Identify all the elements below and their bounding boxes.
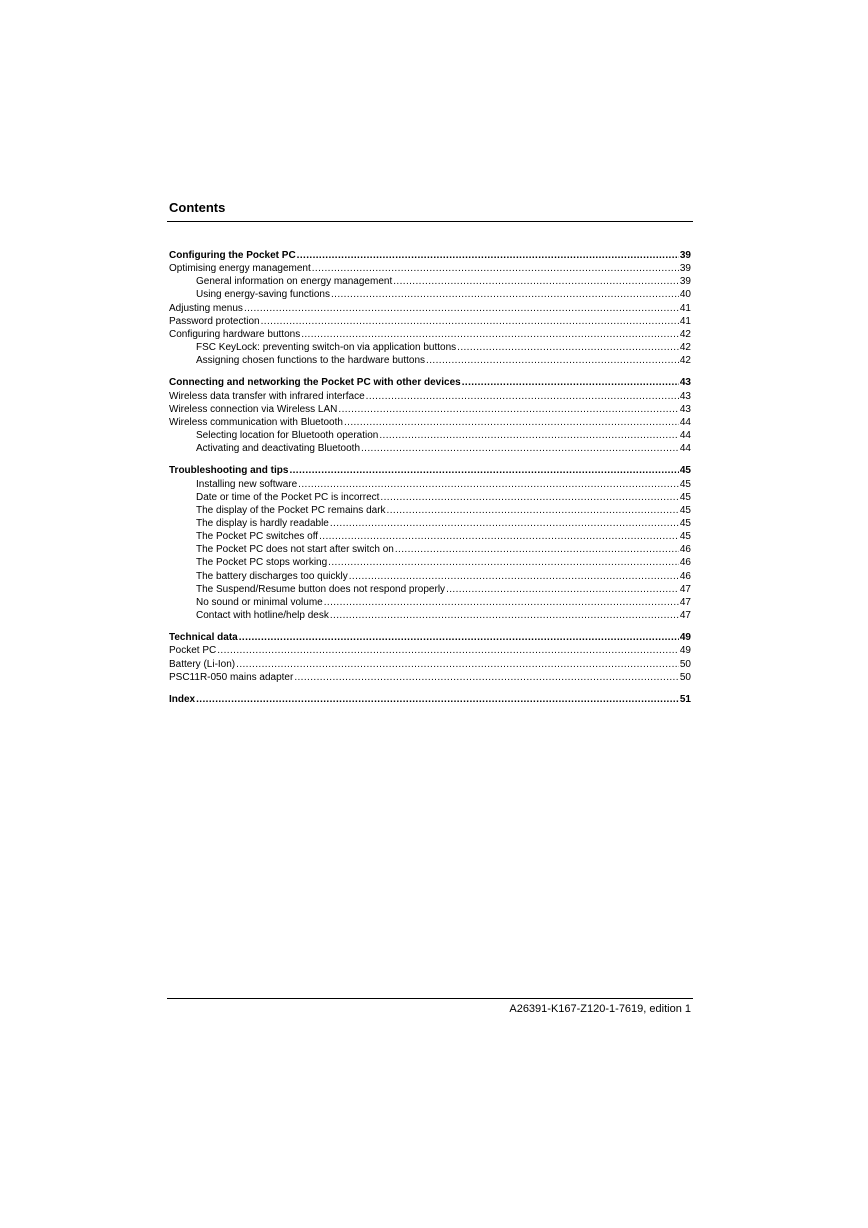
toc-entry-page: 41 <box>679 315 691 327</box>
toc-entry-page: 45 <box>679 504 691 516</box>
toc-entry-page: 42 <box>679 342 691 354</box>
toc-entry[interactable] <box>169 491 691 504</box>
toc-entry-page: 43 <box>679 377 691 389</box>
toc-entry-page: 45 <box>679 465 691 477</box>
dot-leader <box>380 491 678 504</box>
footer-rule <box>167 998 693 999</box>
toc-entry[interactable] <box>169 556 691 569</box>
toc-entry-page: 43 <box>679 403 691 415</box>
toc-entry-title: Date or time of the Pocket PC is incorrect <box>196 491 380 503</box>
toc-entry-page: 51 <box>679 693 691 705</box>
dot-leader <box>289 464 678 477</box>
toc-entry-title: The Pocket PC switches off <box>196 531 319 543</box>
toc-entry[interactable] <box>169 262 691 275</box>
dot-leader <box>446 583 679 596</box>
toc-entry[interactable] <box>169 596 691 609</box>
toc-entry-page: 50 <box>679 671 691 683</box>
dot-leader <box>426 354 679 367</box>
dot-leader <box>338 403 678 416</box>
toc-entry[interactable] <box>169 504 691 517</box>
toc-entry-page: 40 <box>679 289 691 301</box>
dot-leader <box>393 275 679 288</box>
toc-entry-title: Pocket PC <box>169 645 217 657</box>
dot-leader <box>244 302 679 315</box>
toc-entry-page: 47 <box>679 610 691 622</box>
toc-entry[interactable] <box>169 583 691 596</box>
toc-entry[interactable] <box>169 403 691 416</box>
toc-entry-page: 46 <box>679 544 691 556</box>
dot-leader <box>261 315 679 328</box>
toc-entry-page: 44 <box>679 443 691 455</box>
dot-leader <box>217 644 679 657</box>
toc-entry-page: 39 <box>679 263 691 275</box>
toc-entry-title: Configuring hardware buttons <box>169 328 301 340</box>
dot-leader <box>387 504 679 517</box>
toc-entry[interactable] <box>169 416 691 429</box>
toc-section <box>169 693 691 706</box>
toc-entry-title: The battery discharges too quickly <box>196 570 348 582</box>
toc-entry-page: 44 <box>679 416 691 428</box>
toc-entry-page: 47 <box>679 596 691 608</box>
toc-entry-page: 46 <box>679 557 691 569</box>
toc-entry-title: Wireless communication with Bluetooth <box>169 416 343 428</box>
toc-entry-title: The Suspend/Resume button does not respond properly <box>196 583 446 595</box>
toc-section <box>169 631 691 684</box>
toc-chapter-entry[interactable] <box>169 693 691 706</box>
dot-leader <box>457 341 679 354</box>
toc-entry-title: Using energy-saving functions <box>196 289 330 301</box>
footer-doc-id: A26391-K167-Z120-1-7619, edition 1 <box>509 1003 691 1015</box>
toc-entry[interactable] <box>169 570 691 583</box>
toc-entry[interactable] <box>169 530 691 543</box>
toc-entry[interactable] <box>169 315 691 328</box>
toc-entry[interactable] <box>169 390 691 403</box>
toc-entry-page: 39 <box>679 276 691 288</box>
toc-entry-title: Activating and deactivating Bluetooth <box>196 443 360 455</box>
dot-leader <box>312 262 679 275</box>
toc-chapter-entry[interactable] <box>169 631 691 644</box>
toc-section <box>169 249 691 367</box>
dot-leader <box>298 478 679 491</box>
dot-leader <box>324 596 679 609</box>
dot-leader <box>349 570 679 583</box>
dot-leader <box>361 442 679 455</box>
toc-chapter-entry[interactable] <box>169 464 691 477</box>
dot-leader <box>301 328 679 341</box>
toc-entry-title: The Pocket PC stops working <box>196 557 328 569</box>
toc-entry-title: Optimising energy management <box>169 263 311 275</box>
toc-entry-page: 42 <box>679 355 691 367</box>
dot-leader <box>236 658 679 671</box>
toc-entry-page: 43 <box>679 390 691 402</box>
toc-entry-page: 45 <box>679 478 691 490</box>
toc-entry[interactable] <box>169 658 691 671</box>
dot-leader <box>328 556 679 569</box>
toc-entry[interactable] <box>169 354 691 367</box>
toc-entry-page: 42 <box>679 328 691 340</box>
toc-chapter-entry[interactable] <box>169 376 691 389</box>
toc-entry-page: 41 <box>679 302 691 314</box>
toc-entry-page: 45 <box>679 491 691 503</box>
dot-leader <box>196 693 679 706</box>
toc-entry[interactable] <box>169 609 691 622</box>
dot-leader <box>294 671 679 684</box>
title-rule <box>167 221 693 222</box>
toc-entry[interactable] <box>169 543 691 556</box>
toc-entry-page: 50 <box>679 658 691 670</box>
toc-entry[interactable] <box>169 644 691 657</box>
toc-entry[interactable] <box>169 671 691 684</box>
toc-section <box>169 376 691 455</box>
toc-section <box>169 464 691 622</box>
toc-entry-title: The display is hardly readable <box>196 517 329 529</box>
toc-entry-title: Wireless data transfer with infrared interface <box>169 390 365 402</box>
dot-leader <box>239 631 679 644</box>
toc-entry[interactable] <box>169 442 691 455</box>
toc-entry-title: Installing new software <box>196 478 298 490</box>
toc-entry[interactable] <box>169 517 691 530</box>
toc-entry-title: Troubleshooting and tips <box>169 465 289 477</box>
toc-entry-title: Battery (Li-Ion) <box>169 658 236 670</box>
toc-entry[interactable] <box>169 341 691 354</box>
toc-entry-title: Adjusting menus <box>169 302 243 314</box>
toc-entry-page: 46 <box>679 570 691 582</box>
dot-leader <box>344 416 679 429</box>
toc-entry[interactable] <box>169 429 691 442</box>
toc-entry-title: Password protection <box>169 315 260 327</box>
toc-entry-title: Connecting and networking the Pocket PC with other devices <box>169 377 461 389</box>
toc-entry-page: 39 <box>679 250 691 261</box>
toc-entry-title: Assigning chosen functions to the hardware buttons <box>196 355 426 367</box>
dot-leader <box>297 249 679 262</box>
toc-entry[interactable] <box>169 275 691 288</box>
toc-entry-page: 45 <box>679 531 691 543</box>
toc-entry[interactable] <box>169 478 691 491</box>
toc-entry-title: FSC KeyLock: preventing switch-on via application buttons <box>196 342 457 354</box>
page-title: Contents <box>169 200 226 215</box>
toc-entry-title: Selecting location for Bluetooth operation <box>196 430 379 442</box>
dot-leader <box>379 429 679 442</box>
toc-entry-title: The display of the Pocket PC remains dark <box>196 504 386 516</box>
toc-entry-page: 49 <box>679 645 691 657</box>
toc-entry-title: Configuring the Pocket PC <box>169 250 296 261</box>
toc-entry-title: No sound or minimal volume <box>196 596 323 608</box>
toc-entry-title: Technical data <box>169 632 238 644</box>
dot-leader <box>319 530 679 543</box>
dot-leader <box>330 609 679 622</box>
toc-entry-title: Contact with hotline/help desk <box>196 610 329 622</box>
dot-leader <box>462 376 679 389</box>
toc-entry-title: The Pocket PC does not start after switch on <box>196 544 394 556</box>
dot-leader <box>330 517 679 530</box>
toc-entry-title: General information on energy management <box>196 276 393 288</box>
toc-entry[interactable] <box>169 288 691 301</box>
dot-leader <box>331 288 679 301</box>
toc-entry[interactable] <box>169 302 691 315</box>
toc-entry-page: 49 <box>679 632 691 644</box>
toc-entry-title: Index <box>169 693 196 705</box>
dot-leader <box>366 390 679 403</box>
toc-entry[interactable] <box>169 328 691 341</box>
toc-entry-title: PSC11R-050 mains adapter <box>169 671 294 683</box>
dot-leader <box>395 543 679 556</box>
table-of-contents <box>169 249 691 715</box>
toc-entry-page: 45 <box>679 517 691 529</box>
toc-entry-page: 44 <box>679 430 691 442</box>
toc-chapter-entry[interactable] <box>169 249 691 262</box>
toc-entry-title: Wireless connection via Wireless LAN <box>169 403 338 415</box>
toc-entry-page: 47 <box>679 583 691 595</box>
